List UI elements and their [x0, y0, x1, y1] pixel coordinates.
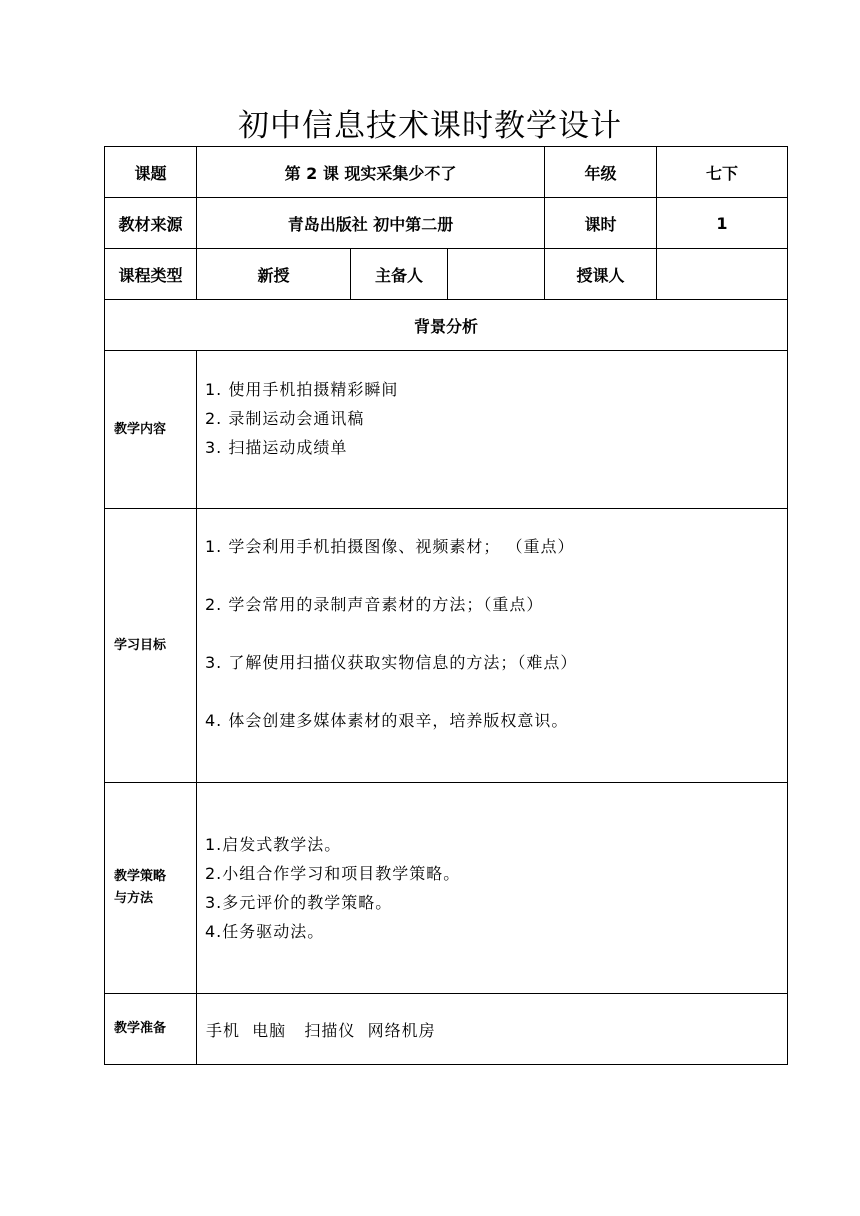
page-title: 初中信息技术课时教学设计 [238, 108, 622, 144]
list-item: 3. 了解使用扫描仪获取实物信息的方法；（难点） [205, 653, 578, 672]
table-row [105, 783, 788, 994]
table-row [105, 198, 788, 249]
grade-value: 七下 [657, 147, 788, 198]
preparation-value: 手机 电脑 扫描仪 网络机房 [197, 994, 788, 1065]
strategies-label [105, 783, 197, 994]
list-item: 4.任务驱动法。 [205, 922, 325, 941]
list-item: 1. 使用手机拍摄精彩瞬间 [205, 380, 399, 399]
table-row [105, 249, 788, 300]
teacher-label: 授课人 [545, 249, 657, 300]
source-value: 青岛出版社 初中第二册 [197, 198, 545, 249]
table-row [105, 300, 788, 351]
table-row [105, 509, 788, 783]
list-item: 1. 学会利用手机拍摄图像、视频素材； （重点） [205, 537, 575, 556]
strategies-label-line1: 教学策略 [114, 869, 167, 884]
list-item: 2. 学会常用的录制声音素材的方法；（重点） [205, 595, 544, 614]
background-heading: 背景分析 [105, 300, 788, 351]
teaching-content-cell [197, 351, 788, 509]
strategies-label-line2: 与方法 [114, 891, 154, 906]
preparation-label: 教学准备 [105, 994, 197, 1065]
list-item: 2.小组合作学习和项目教学策略。 [205, 864, 461, 883]
lesson-plan-table [104, 146, 788, 1065]
list-item: 2. 录制运动会通讯稿 [205, 409, 365, 428]
grade-label: 年级 [545, 147, 657, 198]
table-row [105, 147, 788, 198]
preparer-label: 主备人 [351, 249, 448, 300]
table-row [105, 994, 788, 1065]
source-label: 教材来源 [105, 198, 197, 249]
course-type-label: 课程类型 [105, 249, 197, 300]
preparer-value [448, 249, 545, 300]
period-label: 课时 [545, 198, 657, 249]
strategies-cell [197, 783, 788, 994]
topic-label: 课题 [105, 147, 197, 198]
list-item: 3. 扫描运动成绩单 [205, 438, 348, 457]
learning-goals-cell [197, 509, 788, 783]
list-item: 1.启发式教学法。 [205, 835, 342, 854]
course-type-value: 新授 [197, 249, 351, 300]
teaching-content-label: 教学内容 [105, 351, 197, 509]
list-item: 3.多元评价的教学策略。 [205, 893, 393, 912]
period-value: 1 [657, 198, 788, 249]
list-item: 4. 体会创建多媒体素材的艰辛，培养版权意识。 [205, 711, 569, 730]
table-row [105, 351, 788, 509]
topic-value: 第 2 课 现实采集少不了 [197, 147, 545, 198]
learning-goals-label: 学习目标 [105, 509, 197, 783]
teacher-value [657, 249, 788, 300]
